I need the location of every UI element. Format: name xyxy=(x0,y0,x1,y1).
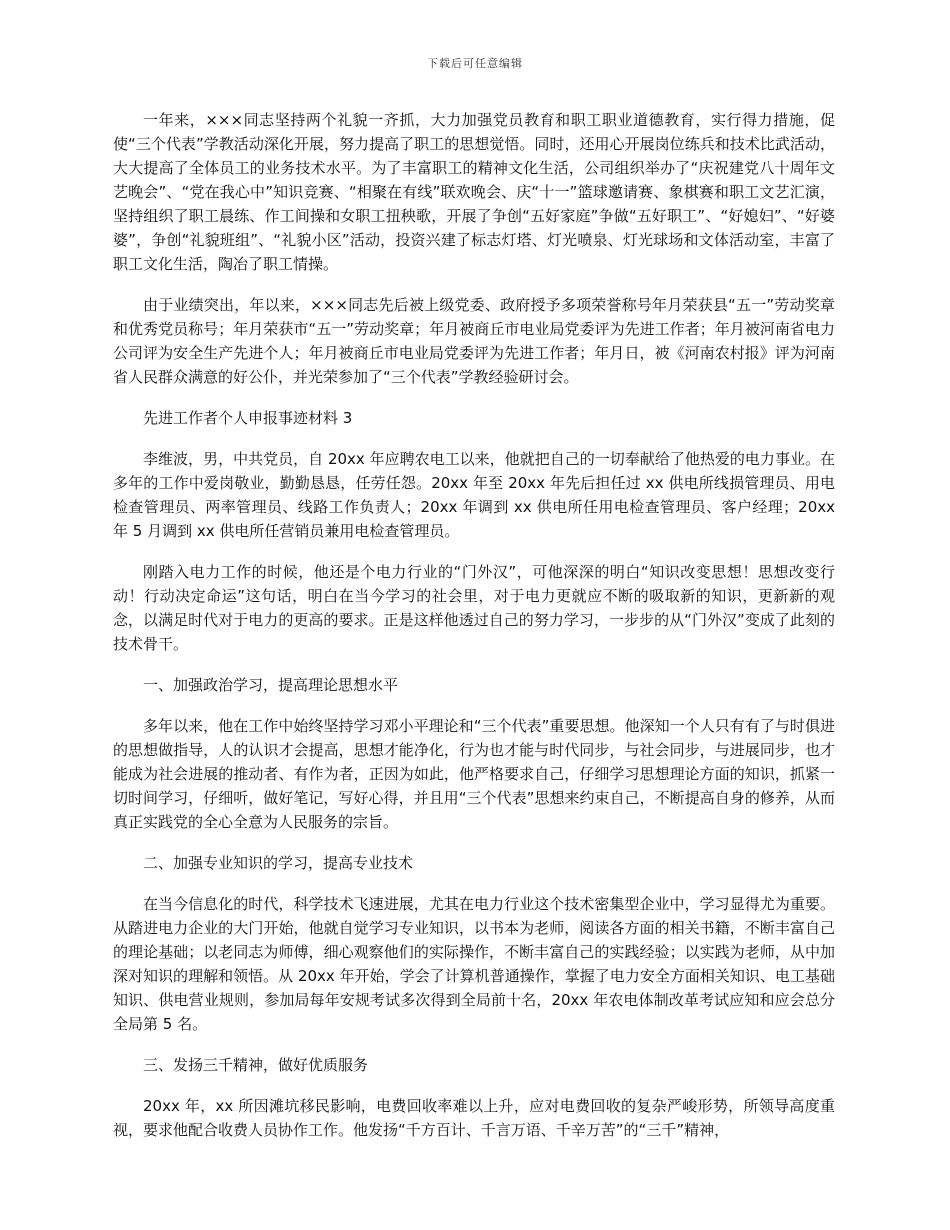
paragraph-professional-study: 在当今信息化的时代，科学技术飞速进展，尤其在电力行业这个技术密集型企业中，学习显得尤为重要。从踏进电力企业的大门开始，他就自觉学习专业知识，以书本为老师，阅读各方面的相关书籍，不断丰富自己的理论基础；以老同志为师傅，细心观察他们的实际操作，不断丰富自己的实践经验；以实践为老师，从中加深对知识的理解和领悟。从 20xx 年开始，学会了计算机普通操作，掌握了电力安全方面相关知识、电工基础知识、供电营业规则，参加局每年安规考试多次得到全局前十名，20xx 年农电体制改革考试应知和应会总分全局第 5 名。 xyxy=(113,895,835,1033)
paragraph-growth: 刚踏入电力工作的时候，他还是个电力行业的“门外汉”，可他深深的明白“知识改变思想！思想改变行动！行动决定命运”这句话，明白在当今学习的社会里，对于电力更就应不断的吸取新的知识，更新新的观念，以满足时代对于电力的更高的要求。正是这样他透过自己的努力学习，一步步的从“门外汉”变成了此刻的技术骨干。 xyxy=(113,563,835,653)
paragraph-profile: 李维波，男，中共党员，自 20xx 年应聘农电工以来，他就把自己的一切奉献给了他热爱的电力事业。在多年的工作中爱岗敬业，勤勤恳恳，任劳任怨。20xx 年至 20xx 年先后担任过 xx 供电所线损管理员、用电检查管理员、两率管理员、线路工作负责人；20xx 年调到 xx 供电所任用电检查管理员、客户经理；20xx 年 5 月调到 xx 供电所任营销员兼用电检查管理员。 xyxy=(113,450,835,540)
paragraph-political-study: 多年以来，他在工作中始终坚持学习邓小平理论和“三个代表”重要思想。他深知一个人只有有了与时俱进的思想做指导，人的认识才会提高，思想才能净化，行为也才能与时代同步，与社会同步，与进展同步，也才能成为社会进展的推动者、有作为者，正因为如此，他严格要求自己，仔细学习思想理论方面的知识，抓紧一切时间学习，仔细听，做好笔记，写好心得，并且用“三个代表”思想来约束自己，不断提高自身的修养，从而真正实践党的全心全意为人民服务的宗旨。 xyxy=(113,717,835,831)
subheading-professional-study: 二、加强专业知识的学习，提高专业技术 xyxy=(143,854,414,872)
subheading-service-spirit: 三、发扬三千精神，做好优质服务 xyxy=(143,1056,369,1074)
section-title: 先进工作者个人申报事迹材料 3 xyxy=(143,409,353,427)
document-body xyxy=(113,108,835,1142)
paragraph-activities: 一年来，×××同志坚持两个礼貌一齐抓，大力加强党员教育和职工职业道德教育，实行得力措施，促使“三个代表”学教活动深化开展，努力提高了职工的思想觉悟。同时，还用心开展岗位练兵和技术比武活动，大大提高了全体员工的业务技术水平。为了丰富职工的精神文化生活，公司组织举办了“庆祝建党八十周年文艺晚会”、“党在我心中”知识竞赛、“相聚在有线”联欢晚会、庆“十一”篮球邀请赛、象棋赛和职工文艺汇演，坚持组织了职工晨练、作工间操和女职工扭秧歌，开展了争创“五好家庭”争做“五好职工”、“好媳妇”、“好婆婆”，争创“礼貌班组”、“礼貌小区”活动，投资兴建了标志灯塔、灯光喷泉、灯光球场和文体活动室，丰富了职工文化生活，陶冶了职工情操。 xyxy=(113,111,835,273)
paragraph-service-spirit: 20xx 年，xx 所因滩坑移民影响，电费回收率难以上升，应对电费回收的复杂严峻形势，所领导高度重视，要求他配合收费人员协作工作。他发扬“千方百计、千言万语、千辛万苦”的“三千”精神， xyxy=(113,1097,835,1139)
subheading-political-study: 一、加强政治学习，提高理论思想水平 xyxy=(143,676,399,694)
page-header: 下载后可任意编辑 xyxy=(427,57,523,70)
paragraph-honors: 由于业绩突出，年以来，×××同志先后被上级党委、政府授予多项荣誉称号年月荣获县“五一”劳动奖章和优秀党员称号；年月荣获市“五一”劳动奖章；年月被商丘市电业局党委评为先进工作者；年月被河南省电力公司评为安全生产先进个人；年月被商丘市电业局党委评为先进工作者；年月日，被《河南农村报》评为河南省人民群众满意的好公仆，并光荣参加了“三个代表”学教经验研讨会。 xyxy=(113,296,835,386)
